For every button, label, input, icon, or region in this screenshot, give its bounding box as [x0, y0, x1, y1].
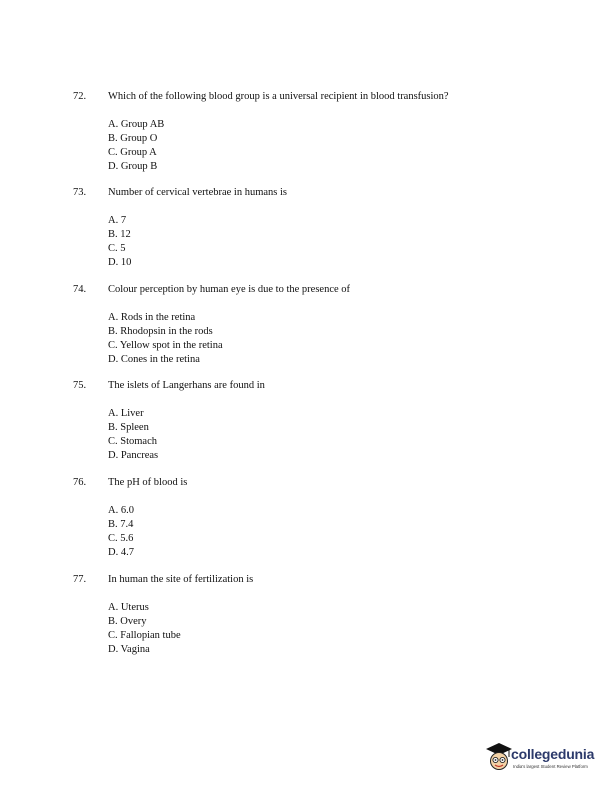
question-number: 76.	[73, 477, 87, 488]
option: C. Yellow spot in the retina	[108, 340, 223, 352]
question-number: 75.	[73, 380, 87, 391]
option: C. Stomach	[108, 436, 157, 448]
option: B. Rhodopsin in the rods	[108, 326, 213, 338]
options-list	[108, 214, 131, 270]
option: B. 7.4	[108, 519, 134, 531]
option: A. Group AB	[108, 119, 165, 130]
question-number: 77.	[73, 574, 87, 585]
option: D. Cones in the retina	[108, 354, 200, 366]
logo-tagline: India's largest Student Review Platform	[513, 764, 588, 769]
option: B. 12	[108, 229, 131, 241]
option: A. 7	[108, 215, 127, 226]
question-number: 74.	[73, 284, 87, 295]
options-list	[108, 601, 181, 657]
question-text: Which of the following blood group is a universal recipient in blood transfusion?	[108, 91, 449, 102]
option: A. Uterus	[108, 602, 149, 613]
options-list	[108, 407, 158, 463]
option: C. Fallopian tube	[108, 630, 181, 642]
option: C. Group A	[108, 147, 157, 159]
option: C. 5.6	[108, 533, 134, 545]
question-number: 72.	[73, 91, 87, 102]
option: A. Liver	[108, 408, 144, 419]
option: C. 5	[108, 243, 126, 255]
option: D. Pancreas	[108, 450, 159, 462]
options-list	[108, 504, 134, 560]
option: B. Group O	[108, 133, 158, 145]
collegedunia-logo	[478, 740, 608, 784]
question-text: The pH of blood is	[108, 477, 188, 488]
logo-wordmark: collegedunia	[511, 746, 595, 762]
option: A. 6.0	[108, 505, 134, 516]
options-list	[108, 118, 164, 174]
option: D. Vagina	[108, 644, 150, 656]
question-text: The islets of Langerhans are found in	[108, 380, 265, 391]
option: B. Overy	[108, 616, 147, 628]
question-text: In human the site of fertilization is	[108, 574, 254, 585]
option: B. Spleen	[108, 422, 149, 434]
option: D. 4.7	[108, 547, 134, 559]
option: D. 10	[108, 257, 132, 269]
option: A. Rods in the retina	[108, 312, 196, 323]
question-text: Colour perception by human eye is due to the presence of	[108, 284, 351, 295]
graduate-mascot-icon	[484, 740, 514, 778]
option: D. Group B	[108, 161, 158, 173]
options-list	[108, 311, 223, 367]
question-number: 73.	[73, 187, 87, 198]
question-text: Number of cervical vertebrae in humans is	[108, 187, 288, 198]
